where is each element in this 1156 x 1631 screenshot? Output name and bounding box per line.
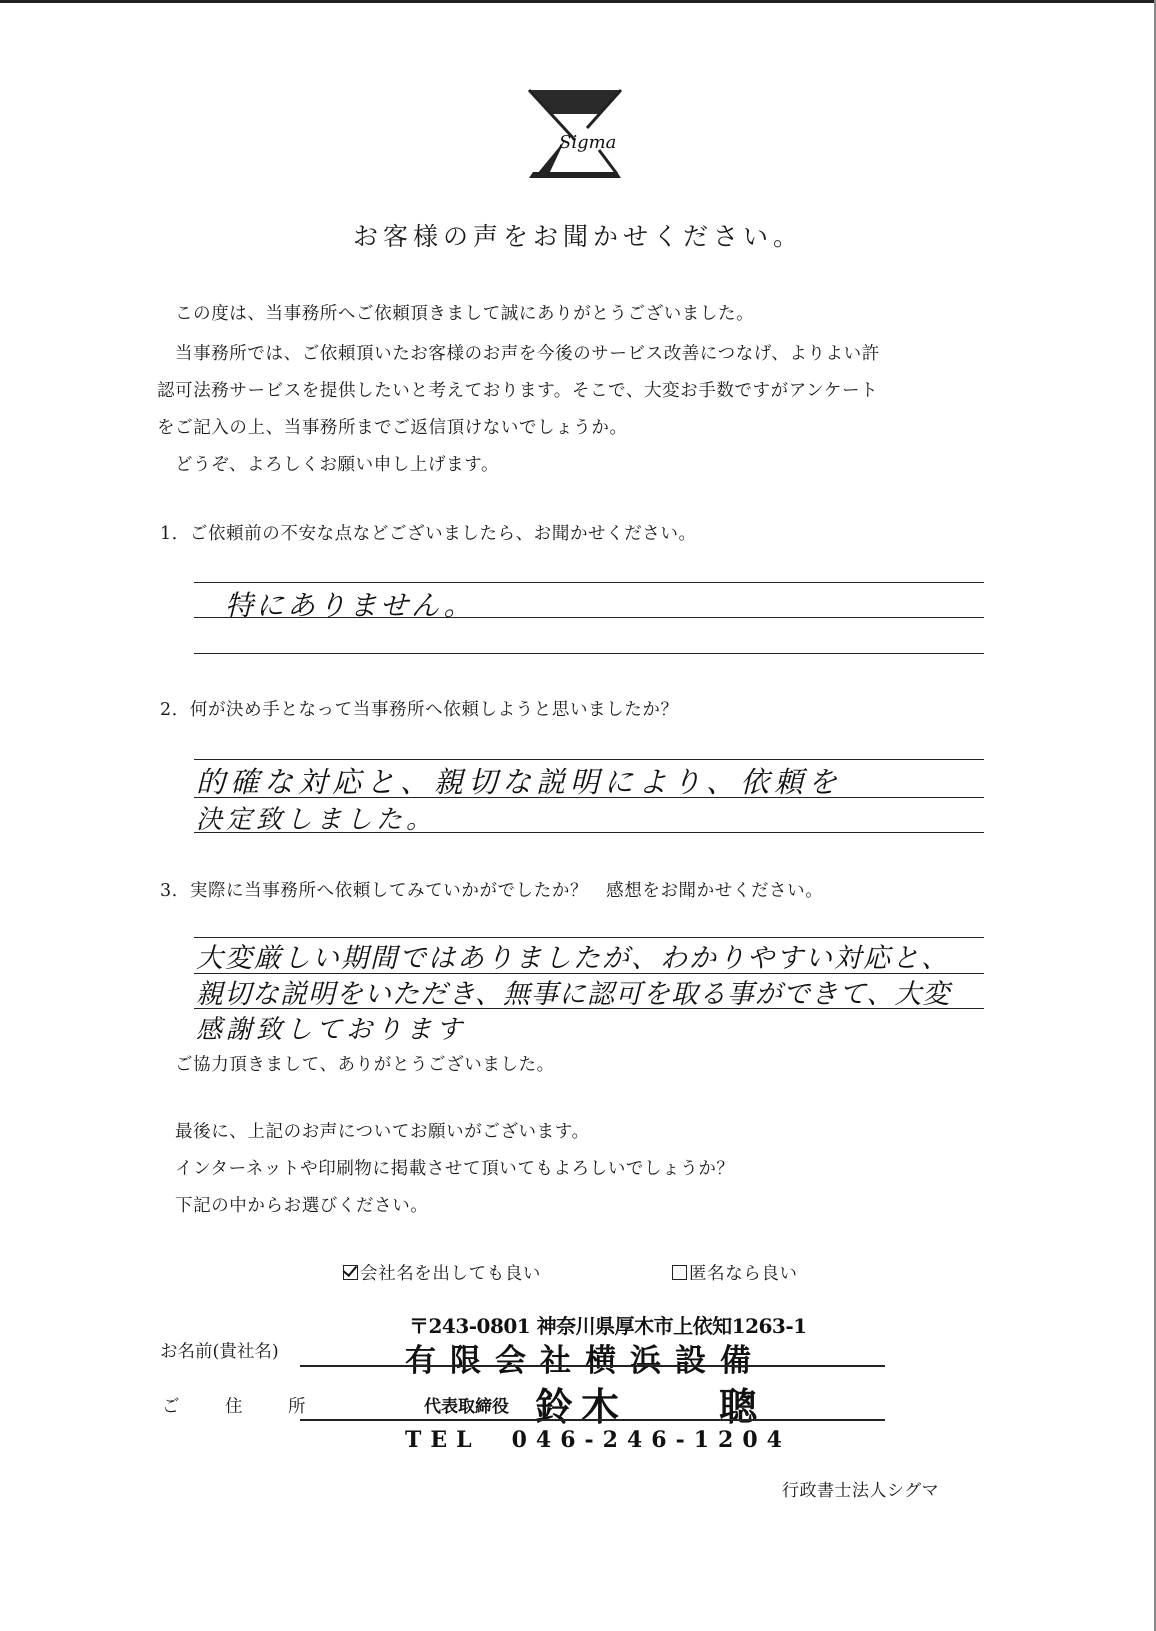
answer-1-line-1[interactable]: 特にありません。 (225, 589, 475, 622)
stamp-representative[interactable]: 鈴木 聰 (535, 1384, 766, 1429)
question-text: 実際に当事務所へ依頼してみていかがでしたか？ 感想をお聞かせください。 (189, 881, 824, 901)
page-title: お客様の声をお聞かせください。 (352, 222, 803, 251)
stamp-telephone: TEL 046-246-1204 (405, 1427, 791, 1453)
answer-line (194, 832, 984, 833)
checked-checkbox-icon[interactable] (343, 1265, 358, 1280)
option-anonymous[interactable] (672, 1260, 798, 1285)
intro-line: 当事務所では、ご依頼頂いたお客様のお声を今後のサービス改善につなげ、よりよい許 (175, 344, 880, 364)
answer-2-line-2[interactable]: 決定致しました。 (196, 805, 437, 835)
question-1 (160, 520, 697, 545)
stamp-title: 代表取締役 (424, 1397, 509, 1417)
stamp-company-name[interactable]: 有限会社横浜設備 (405, 1343, 765, 1379)
footer-organization: 行政書士法人シグマ (782, 1481, 940, 1501)
question-2 (160, 696, 679, 721)
scan-top-edge (0, 0, 1156, 3)
svg-text:Sigma: Sigma (559, 132, 617, 153)
address-field-line (300, 1419, 885, 1421)
question-text: ご依頼前の不安な点などございましたら、お聞かせください。 (189, 524, 697, 544)
address-label: ご 住 所 (162, 1397, 320, 1417)
option-show-company-name[interactable] (343, 1260, 541, 1285)
intro-line: この度は、当事務所へご依頼頂きまして誠にありがとうございました。 (175, 304, 755, 324)
question-number: 3． (160, 881, 190, 901)
closing-line: 下記の中からお選びください。 (175, 1196, 429, 1216)
intro-line: をご記入の上、当事務所までご返信頂けないでしょうか。 (157, 418, 628, 438)
option-label: 匿名なら良い (689, 1264, 798, 1284)
hourglass-sigma-logo-icon (525, 88, 625, 180)
question-3 (160, 877, 823, 902)
answer-line (194, 582, 984, 583)
intro-line: 認可法務サービスを提供したいと考えております。そこで、大変お手数ですがアンケート (157, 381, 879, 401)
answer-2-line-1[interactable]: 的確な対応と、親切な説明により、依頼を (196, 765, 843, 799)
checkbox-icon[interactable] (672, 1265, 687, 1280)
name-field-line (300, 1365, 885, 1367)
option-label: 会社名を出しても良い (360, 1264, 541, 1284)
intro-line: どうぞ、よろしくお願い申し上げます。 (175, 455, 500, 475)
name-label: お名前(貴社名) (160, 1342, 279, 1362)
question-number: 1． (160, 524, 190, 544)
question-number: 2． (160, 700, 190, 720)
closing-line: 最後に、上記のお声についてお願いがございます。 (175, 1122, 590, 1142)
closing-line: インターネットや印刷物に掲載させて頂いてもよろしいでしょうか？ (175, 1159, 735, 1179)
answer-3-line-1[interactable]: 大変厳しい期間ではありましたが、わかりやすい対応と、 (196, 943, 950, 974)
stamp-address: 〒243-0801 神奈川県厚木市上依知1263-1 (409, 1314, 807, 1338)
answer-3-line-2[interactable]: 親切な説明をいただき、無事に認可を取る事ができて、大変 (196, 979, 951, 1010)
question-text: 何が決め手となって当事務所へ依頼しようと思いましたか？ (189, 700, 679, 720)
answer-line (194, 653, 984, 654)
answer-line (194, 797, 984, 798)
answer-line (194, 617, 984, 618)
answer-3-line-3[interactable]: 感謝致しております (196, 1015, 467, 1045)
thanks-text: ご協力頂きまして、ありがとうございました。 (175, 1055, 555, 1075)
